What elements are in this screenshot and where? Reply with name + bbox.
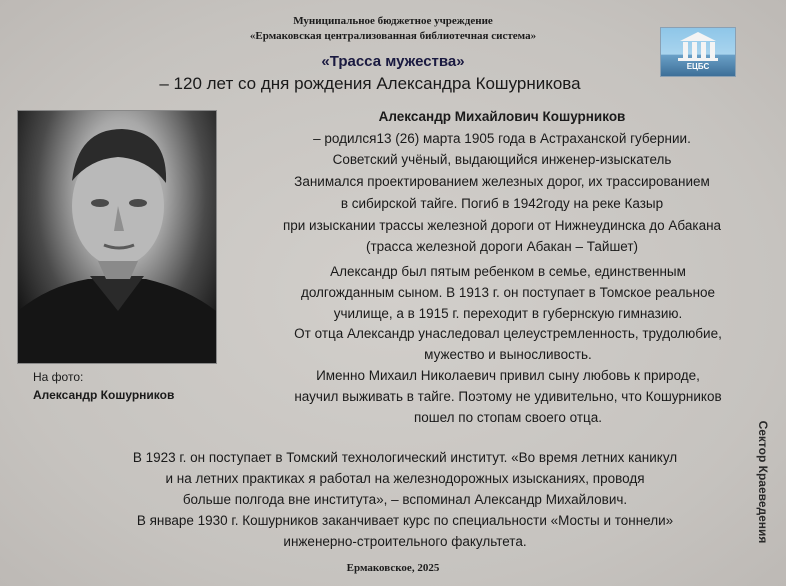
biography-line: Советский учёный, выдающийся инженер-изыскатель — [332, 152, 672, 168]
institute-line: и на летних практиках я работал на железнодорожных изысканиях, проводя — [165, 471, 645, 486]
childhood-line: Именно Михаил Николаевич привил сыну любовь к природе, — [316, 367, 700, 383]
photo-caption-label: На фото: — [33, 370, 84, 384]
page-title: «Трасса мужества» — [321, 53, 465, 70]
biography-line: – родился13 (26) марта 1905 года в Астраханской губернии. — [313, 130, 691, 146]
biography-name: Александр Михайлович Кошурников — [378, 109, 626, 124]
header-line-2: «Ермаковская централизованная библиотечная система» — [249, 30, 537, 42]
childhood-line: долгожданным сыном. В 1913 г. он поступает в Томское реальное — [300, 284, 716, 300]
biography-line: (трасса железной дороги Абакан – Тайшет) — [365, 239, 639, 255]
logo-text: ЕЦБС — [686, 62, 710, 71]
photo-caption — [33, 368, 174, 404]
childhood-line: училище, а в 1915 г. переходит в губернскую гимназию. — [333, 305, 683, 321]
childhood-line: пошел по стопам своего отца. — [413, 409, 603, 425]
biography-line: Занимался проектированием железных дорог, их трассированием — [294, 174, 710, 190]
institute-line: больше полгода вне института», – вспоминал Александр Михайлович. — [182, 492, 628, 507]
side-label-text: Сектор Краеведения — [756, 420, 770, 544]
page-subtitle: – 120 лет со дня рождения Александра Кошурникова — [159, 74, 581, 93]
institute-line: инженерно-строительного факультета. — [283, 534, 527, 549]
footer: Ермаковское, 2025 — [346, 562, 440, 574]
portrait-silhouette-icon — [18, 111, 216, 363]
institute-line: В январе 1930 г. Кошурников заканчивает курс по специальности «Мосты и тоннели» — [136, 513, 674, 528]
institute-text — [45, 447, 765, 552]
childhood-line: мужество и выносливость. — [424, 347, 592, 363]
header-line-1: Муниципальное бюджетное учреждение — [293, 15, 493, 27]
photo-caption-name: Александр Кошурников — [33, 388, 175, 402]
childhood-text — [258, 262, 758, 428]
institute-line: В 1923 г. он поступает в Томский технологический институт. «Во время летних каникул — [132, 450, 678, 465]
portrait-photo — [17, 110, 217, 364]
childhood-line: научил выживать в тайге. Поэтому не удивительно, что Кошурников — [294, 388, 722, 404]
logo-roof-icon — [680, 32, 716, 41]
biography-line: в сибирской тайге. Погиб в 1942году на реке Казыр — [340, 195, 664, 211]
side-label — [753, 412, 773, 552]
biography-text — [232, 106, 772, 258]
childhood-line: От отца Александр унаследовал целеустремленность, трудолюбие, — [294, 326, 722, 342]
biography-line: при изыскании трассы железной дороги от Нижнеудинска до Абакана — [282, 217, 722, 233]
childhood-line: Александр был пятым ребенком в семье, единственным — [330, 264, 686, 279]
